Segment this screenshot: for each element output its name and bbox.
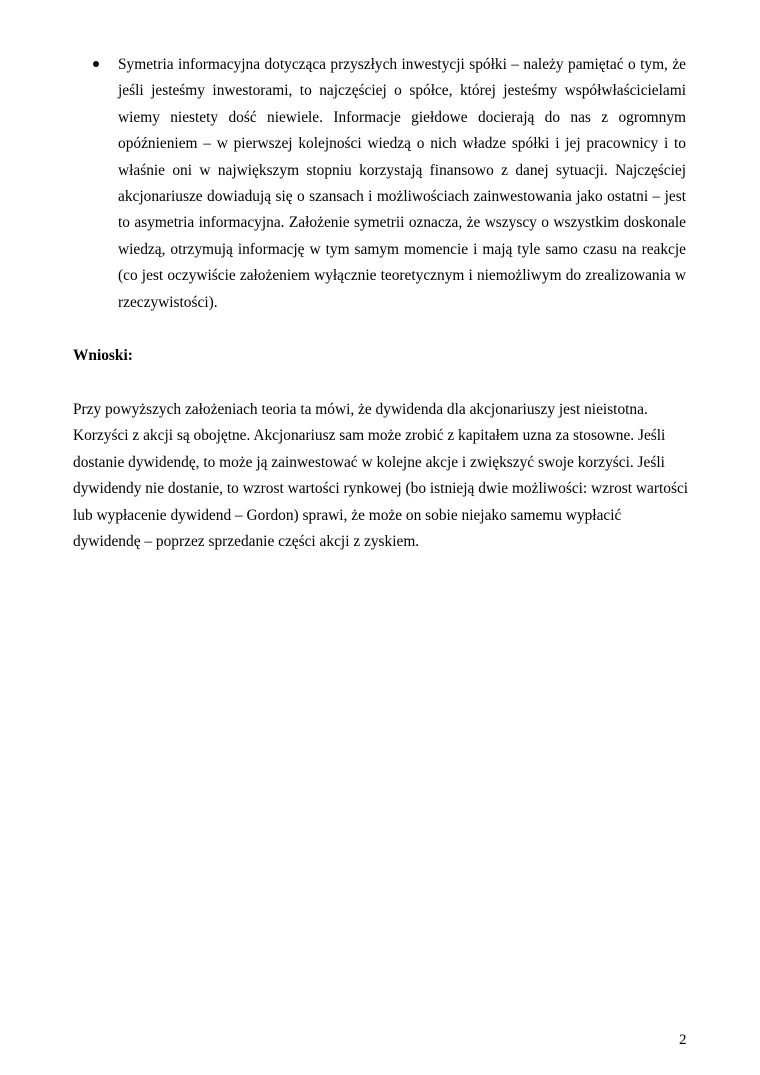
paragraph-line: Przy powyższych założeniach teoria ta mówi, że dywidenda dla akcjonariuszy jest nieistotna. [73,401,648,418]
paragraph-line: dostanie dywidendę, to może ją zainwestować w kolejne akcje i zwiększyć swoje korzyści. Jeśli [73,453,665,471]
bullet-point-icon [93,61,99,67]
section-heading-conclusions: Wnioski: [73,347,133,364]
paragraph-line: Korzyści z akcji są obojętne. Akcjonariusz sam może zrobić z kapitałem uzna za stosowne. Jeśli [73,427,666,445]
paragraph-line: dywidendy nie dostanie, to wzrost wartości rynkowej (bo istnieją dwie możliwości: wzrost wartości [73,480,689,498]
paragraph-line: dywidendę – poprzez sprzedanie części akcji z zyskiem. [73,533,420,551]
bullet-paragraph: Symetria informacyjna dotycząca przyszłych inwestycji spółki – należy pamiętać o tym, że jeśli jesteśmy inwestorami, to najczęściej o spółce, której jesteśmy współwłaścicielami wiemy niestety dość niewiele. Informacje giełdowe docierają do nas z ogromnym opóźnieniem – w pierwszej kolejności wiedzą o nich władze spółki i jej pracownicy i to właśnie oni w największym stopniu korzystają finansowo z danej sytuacji. Najczęściej akcjonariusze dowiadują się o szansach i możliwościach zainwestowania jako ostatni – jest to asymetria informacyjna. Założenie symetrii oznacza, że wszyscy o wszystkim doskonale wiedzą, otrzymują informację w tym samym momencie i mają tyle samo czasu na reakcje (co jest oczywiście założeniem wyłącznie teoretycznym i niemożliwym do zrealizowania w rzeczywistości). [118,56,686,311]
conclusions-paragraph [73,397,689,555]
page-number: 2 [679,1032,687,1048]
paragraph-line: lub wypłacenie dywidend – Gordon) sprawi, że może on sobie niejako samemu wypłacić [73,506,622,524]
